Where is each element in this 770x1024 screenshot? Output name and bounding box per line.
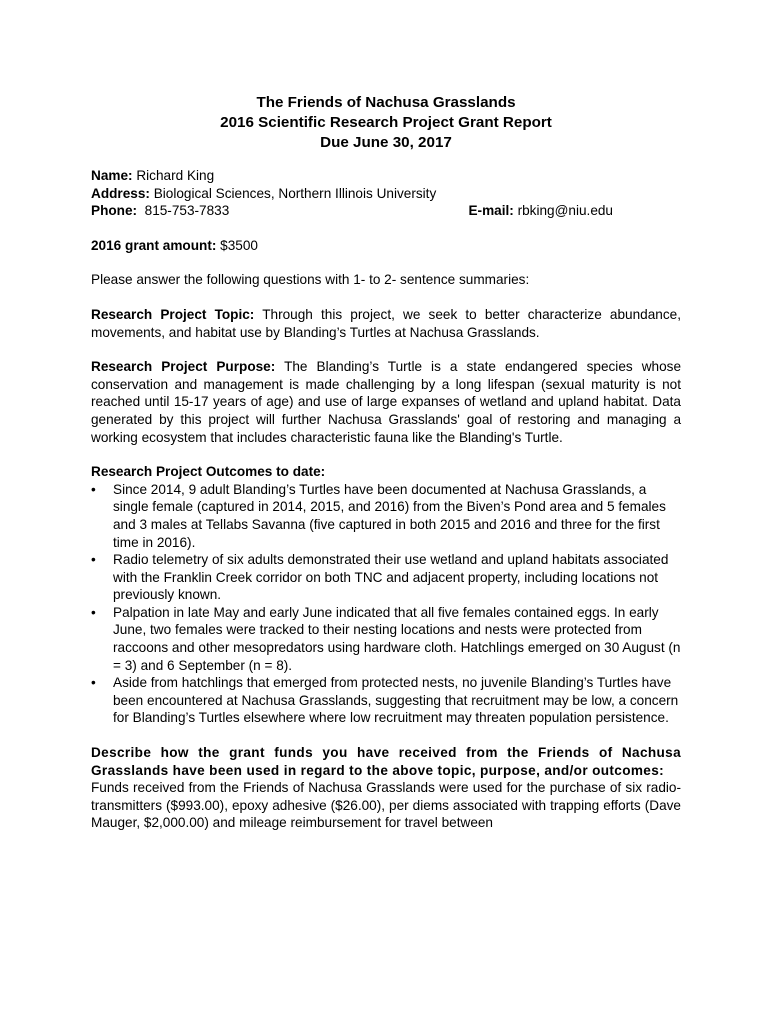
name-label: Name: xyxy=(91,168,133,183)
bullet-glyph: • xyxy=(91,481,96,497)
name-value: Richard King xyxy=(132,168,215,183)
grant-amount-line xyxy=(91,237,681,255)
funds-section xyxy=(91,744,681,832)
name-line xyxy=(91,167,681,185)
title-due-date: Due June 30, 2017 xyxy=(320,134,452,151)
list-item-text: Since 2014, 9 adult Blanding’s Turtles have been documented at Nachusa Grasslands, a single female (captured in 2014, 2015, and 2016) from the Biven’s Pond area and 5 females and 3 males at Tellabs Savanna (five captured in both 2015 and 2016 and three for the first time in 2016). xyxy=(113,481,666,550)
bullet-glyph: • xyxy=(91,675,96,691)
title-report-name: 2016 Scientific Research Project Grant Report xyxy=(220,114,552,131)
bullet-glyph: • xyxy=(91,552,96,568)
report-title xyxy=(91,93,681,153)
outcomes-section xyxy=(91,463,681,727)
contact-block xyxy=(91,167,681,220)
list-item-text: Palpation in late May and early June indicated that all five females contained eggs. In early June, two females were tracked to their nesting locations and nests were protected from raccoons and other mesopredators using hardware cloth. Hatchlings emerged on 30 August (n = 3) and 6 September (n = 8). xyxy=(113,604,681,673)
bullet-glyph: • xyxy=(91,604,96,620)
address-label: Address: xyxy=(91,185,150,201)
list-item xyxy=(91,551,681,604)
funds-heading: Describe how the grant funds you have received from the Friends of Nachusa Grasslands have been used in regard to the above topic, purpose, and/or outcomes: xyxy=(91,745,681,778)
funds-text: Funds received from the Friends of Nachusa Grasslands were used for the purchase of six radio-transmitters ($993.00), epoxy adhesive ($26.00), per diems associated with trapping efforts (Dave Mauger, $2,000.00) and mileage reimbursement for travel between xyxy=(91,780,681,831)
instructions-text: Please answer the following questions with 1- to 2- sentence summaries: xyxy=(91,272,530,288)
title-organization: The Friends of Nachusa Grasslands xyxy=(256,94,516,111)
topic-paragraph xyxy=(91,306,681,341)
topic-text: Through this project, we seek to better characterize abundance, movements, and habitat use by Blanding’s Turtles at Nachusa Grasslands. xyxy=(91,306,681,340)
purpose-paragraph xyxy=(91,358,681,446)
phone-email-line xyxy=(91,202,681,220)
email-label: E-mail: xyxy=(468,203,514,219)
list-item-text: Radio telemetry of six adults demonstrated their use wetland and upland habitats associated with the Franklin Creek corridor on both TNC and adjacent property, including locations not previously known. xyxy=(113,552,669,603)
outcomes-list xyxy=(91,481,681,727)
topic-label: Research Project Topic: xyxy=(91,306,255,322)
report-page xyxy=(91,93,681,832)
phone-value: 815-753-7833 xyxy=(137,203,230,219)
list-item xyxy=(91,481,681,551)
address-value: Biological Sciences, Northern Illinois University xyxy=(149,185,437,201)
purpose-label: Research Project Purpose: xyxy=(91,359,276,375)
list-item-text: Aside from hatchlings that emerged from protected nests, no juvenile Blanding’s Turtles have been encountered at Nachusa Grasslands, suggesting that recruitment may be low, a concern for Blanding’s Turtles elsewhere where low recruitment may threaten population persistence. xyxy=(113,675,679,726)
outcomes-heading: Research Project Outcomes to date: xyxy=(91,464,326,480)
phone-part xyxy=(91,202,229,220)
grant-amount-value: $3500 xyxy=(216,237,258,253)
purpose-text: The Blanding’s Turtle is a state endangered species whose conservation and management is made challenging by a long lifespan (sexual maturity is not reached until 15-17 years of age) and use of large expanses of wetland and upland habitat. Data generated by this project will further Nachusa Grasslands' goal of restoring and managing a working ecosystem that includes characteristic fauna like the Blanding's Turtle. xyxy=(91,359,682,445)
phone-label: Phone: xyxy=(91,203,138,219)
list-item xyxy=(91,604,681,674)
email-value: rbking@niu.edu xyxy=(513,203,613,219)
address-line xyxy=(91,185,681,203)
email-part xyxy=(468,202,681,220)
list-item xyxy=(91,674,681,727)
grant-amount-label: 2016 grant amount: xyxy=(91,237,217,253)
